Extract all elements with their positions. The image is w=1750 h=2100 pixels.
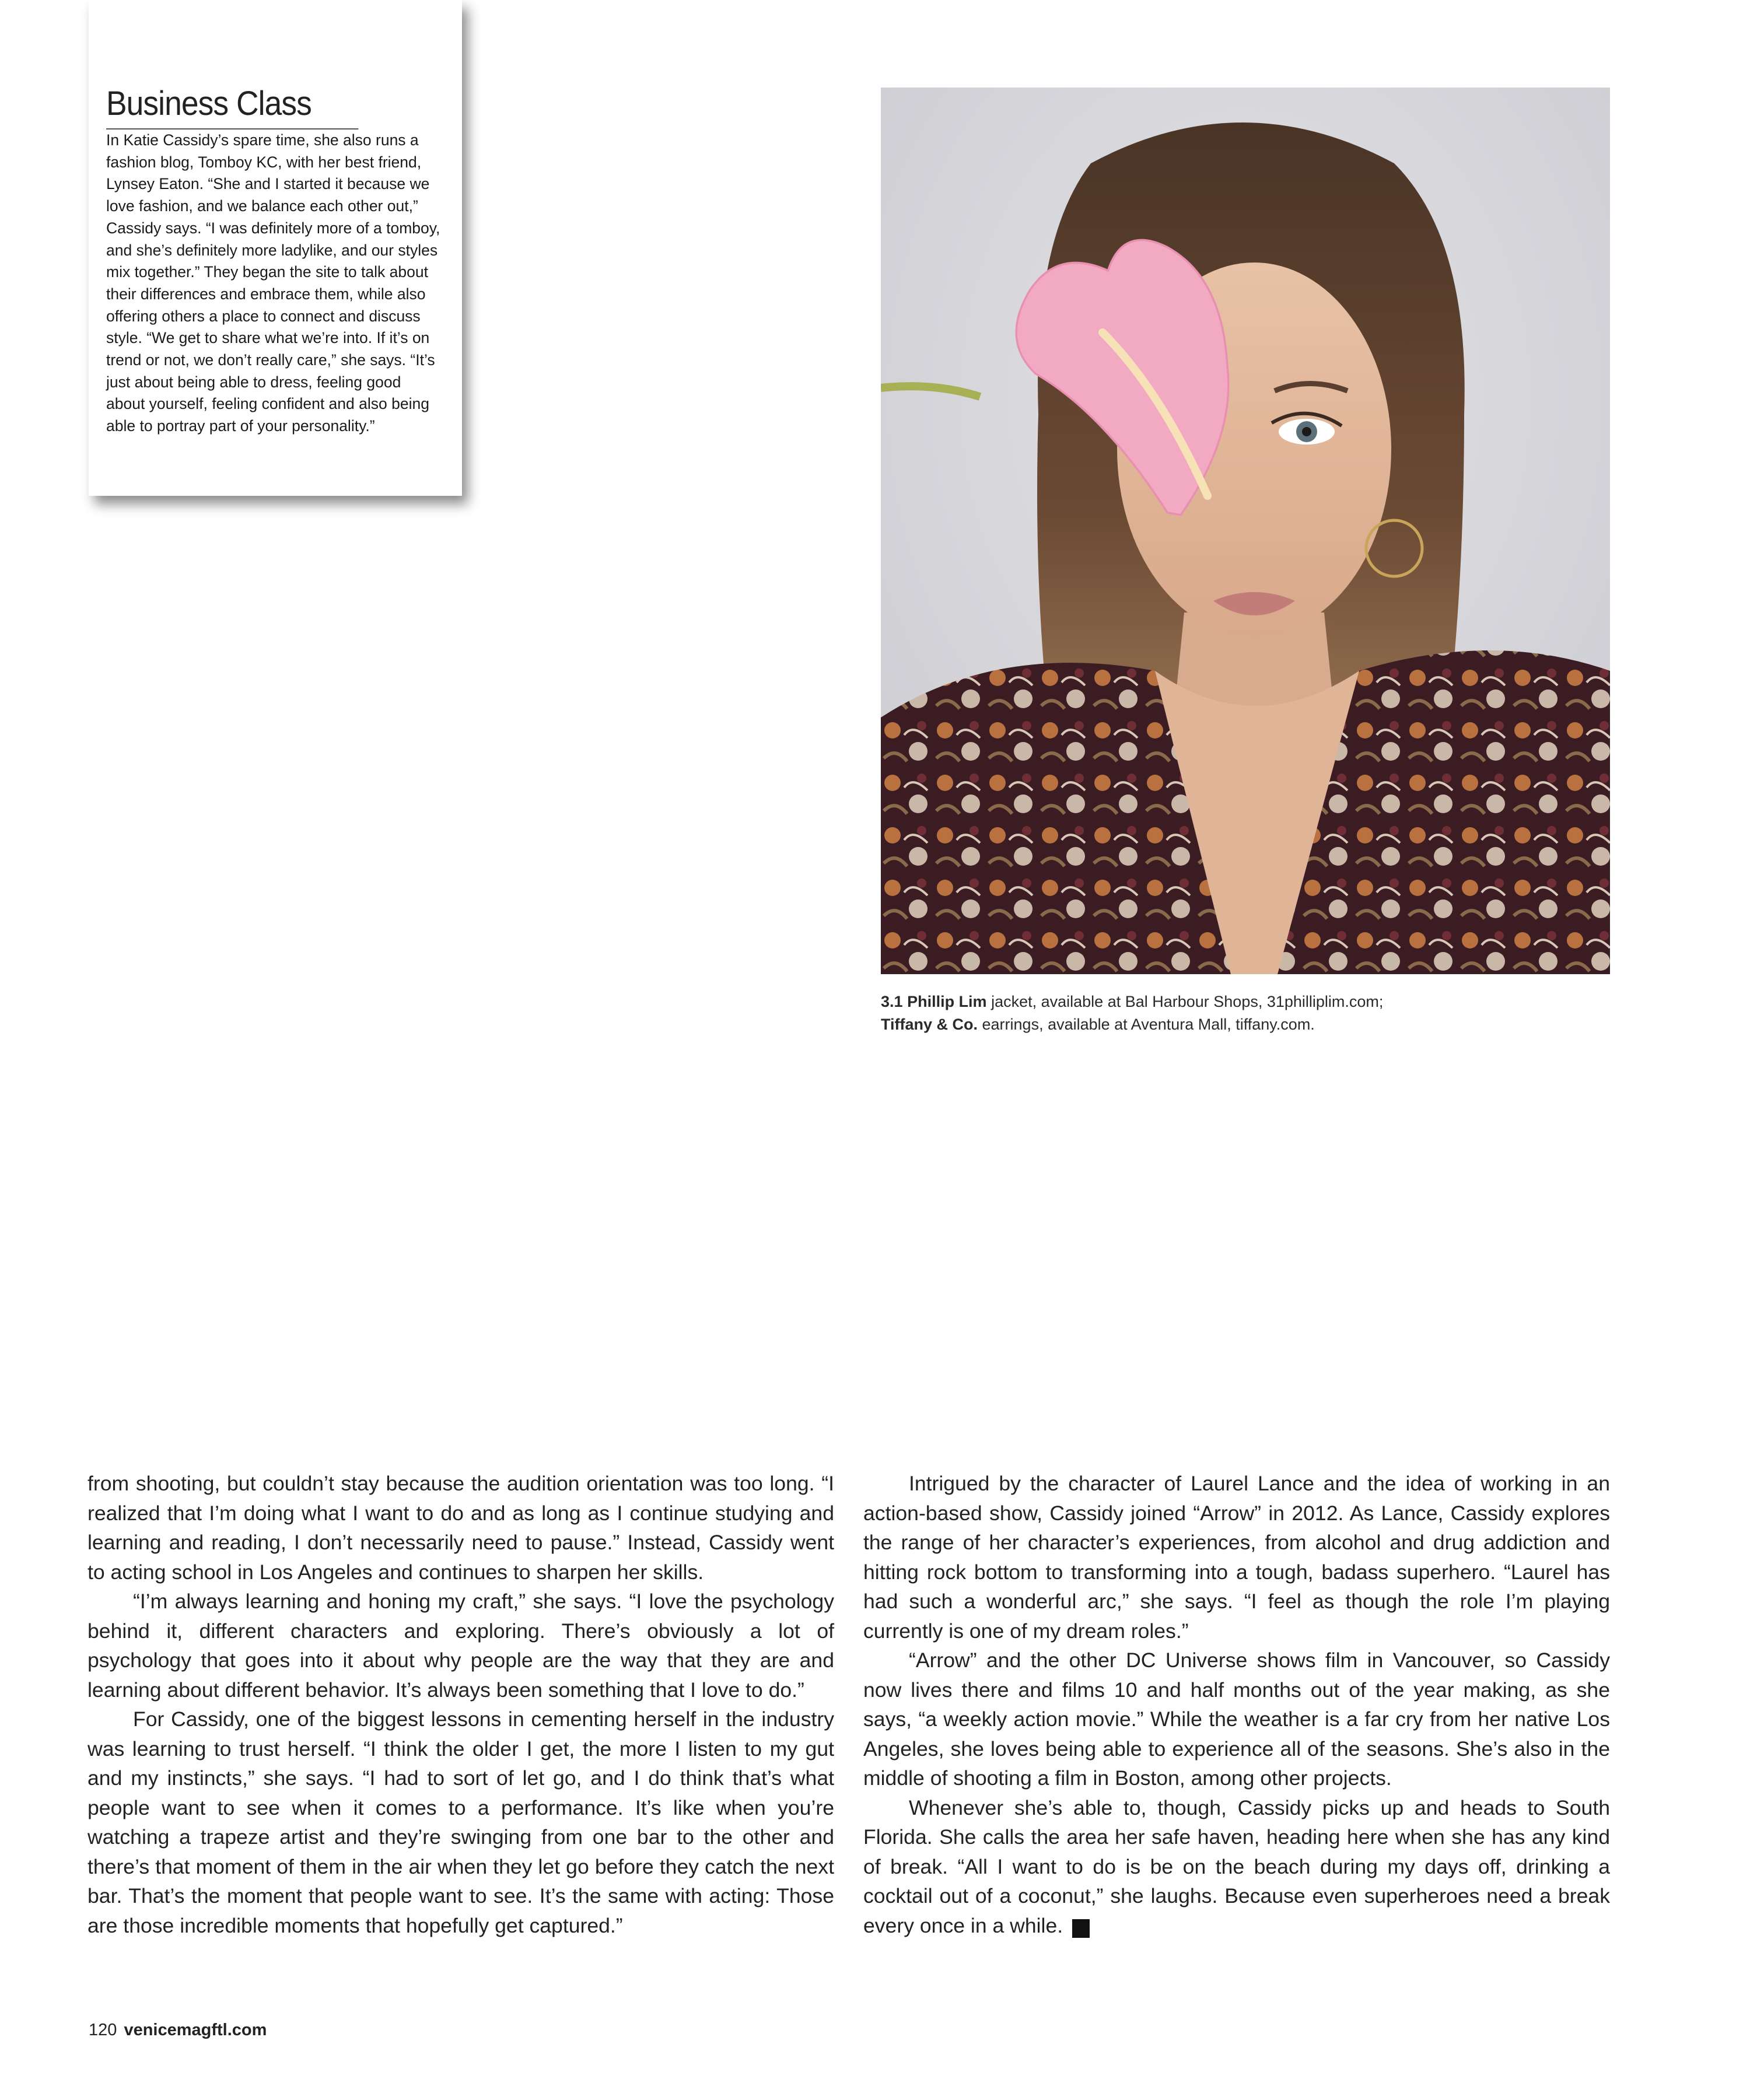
sidebar-body: In Katie Cassidy’s spare time, she also runs a fashion blog, Tomboy KC, with her best friend, Lynsey Eaton. “She and I started it because we love fashion, and we balance each other out,” Cassidy says. “I was definitely more of a tomboy, and she’s definitely more ladylike, and our styles mix together.” They began the site to talk about their differences and embrace them, while also offering others a place to connect and discuss style. “We get to share what we’re into. If it’s on trend or not, we don’t really care,” she says. “It’s just about being able to dress, feeling good about yourself, feeling confident and also being able to portray part of your personality.” — [106, 131, 440, 435]
caption-line-1 — [881, 991, 1610, 1013]
page-footer — [89, 2021, 267, 2040]
caption-brand-2: Tiffany & Co. — [881, 1016, 978, 1033]
caption-brand-1: Phillip Lim — [907, 993, 987, 1010]
paragraph — [863, 1793, 1610, 1941]
caption-text-2: earrings, available at Aventura Mall, tiffany.com. — [978, 1016, 1315, 1033]
page-number: 120 — [89, 2021, 117, 2039]
paragraph: “I’m always learning and honing my craft,” she says. “I love the psychology behind it, different characters and exploring. There’s obviously a lot of psychology that goes into it about why people are the way that they are and learning about different behavior. It’s always been something that I love to do.” — [88, 1590, 834, 1702]
paragraph-text: Whenever she’s able to, though, Cassidy picks up and heads to South Florida. She calls the area her safe haven, heading here when she has any kind of break. “All I want to do is be on the beach during my days off, drinking a cocktail out of a coconut,” she laughs. Because even superheroes need a break every once in a while. — [863, 1796, 1610, 1937]
caption-line-2 — [881, 1013, 1610, 1036]
paragraph: from shooting, but couldn’t stay because the audition orientation was too long. “I realized that I’m doing what I want to do and as long as I continue studying and learning and reading, I don’t necessarily need to pause.” Instead, Cassidy went to acting school in Los Angeles and continues to sharpen her skills. — [88, 1472, 834, 1584]
paragraph: Intrigued by the character of Laurel Lance and the idea of working in an action-based show, Cassidy joined “Arrow” in 2012. As Lance, Cassidy explores the range of her character’s experiences, from alcohol and drug addiction and hitting rock bottom to transforming into a tough, badass superhero. “Laurel has had such a wonderful arc,” she says. “I feel as though the role I’m playing currently is one of my dream roles.” — [863, 1472, 1610, 1643]
website-url: venicemagftl.com — [124, 2021, 267, 2039]
paragraph: “Arrow” and the other DC Universe shows film in Vancouver, so Cassidy now lives there and films 10 and half months out of the year making, as she says, “a weekly action movie.” While the weather is a far cry from her native Los Angeles, she loves being able to experience all of the seasons. She’s also in the middle of shooting a film in Boston, among other projects. — [863, 1648, 1610, 1790]
portrait-photo — [881, 88, 1610, 974]
sidebar-title: Business Class — [106, 80, 358, 130]
article-right-column — [863, 1469, 1610, 1940]
caption-number: 3.1 — [881, 993, 903, 1010]
sidebar-box — [89, 0, 462, 496]
end-mark-icon: V — [1072, 1919, 1090, 1938]
paragraph: For Cassidy, one of the biggest lessons in cementing herself in the industry was learning to trust herself. “I think the older I get, the more I listen to my gut and my instincts,” she says. “I had to sort of let go, and I do think that’s what people want to see when it comes to a performance. It’s like when you’re watching a trapeze artist and they’re swinging from one bar to the other and there’s that moment of them in the air when they let go before they catch the next bar. That’s the moment that people want to see. It’s the same with acting: Those are those incredible moments that hopefully get captured.” — [88, 1707, 834, 1937]
article-left-column — [88, 1469, 834, 1940]
caption-text-1: jacket, available at Bal Harbour Shops, 31philliplim.com; — [986, 993, 1384, 1010]
photo-caption — [881, 991, 1610, 1036]
